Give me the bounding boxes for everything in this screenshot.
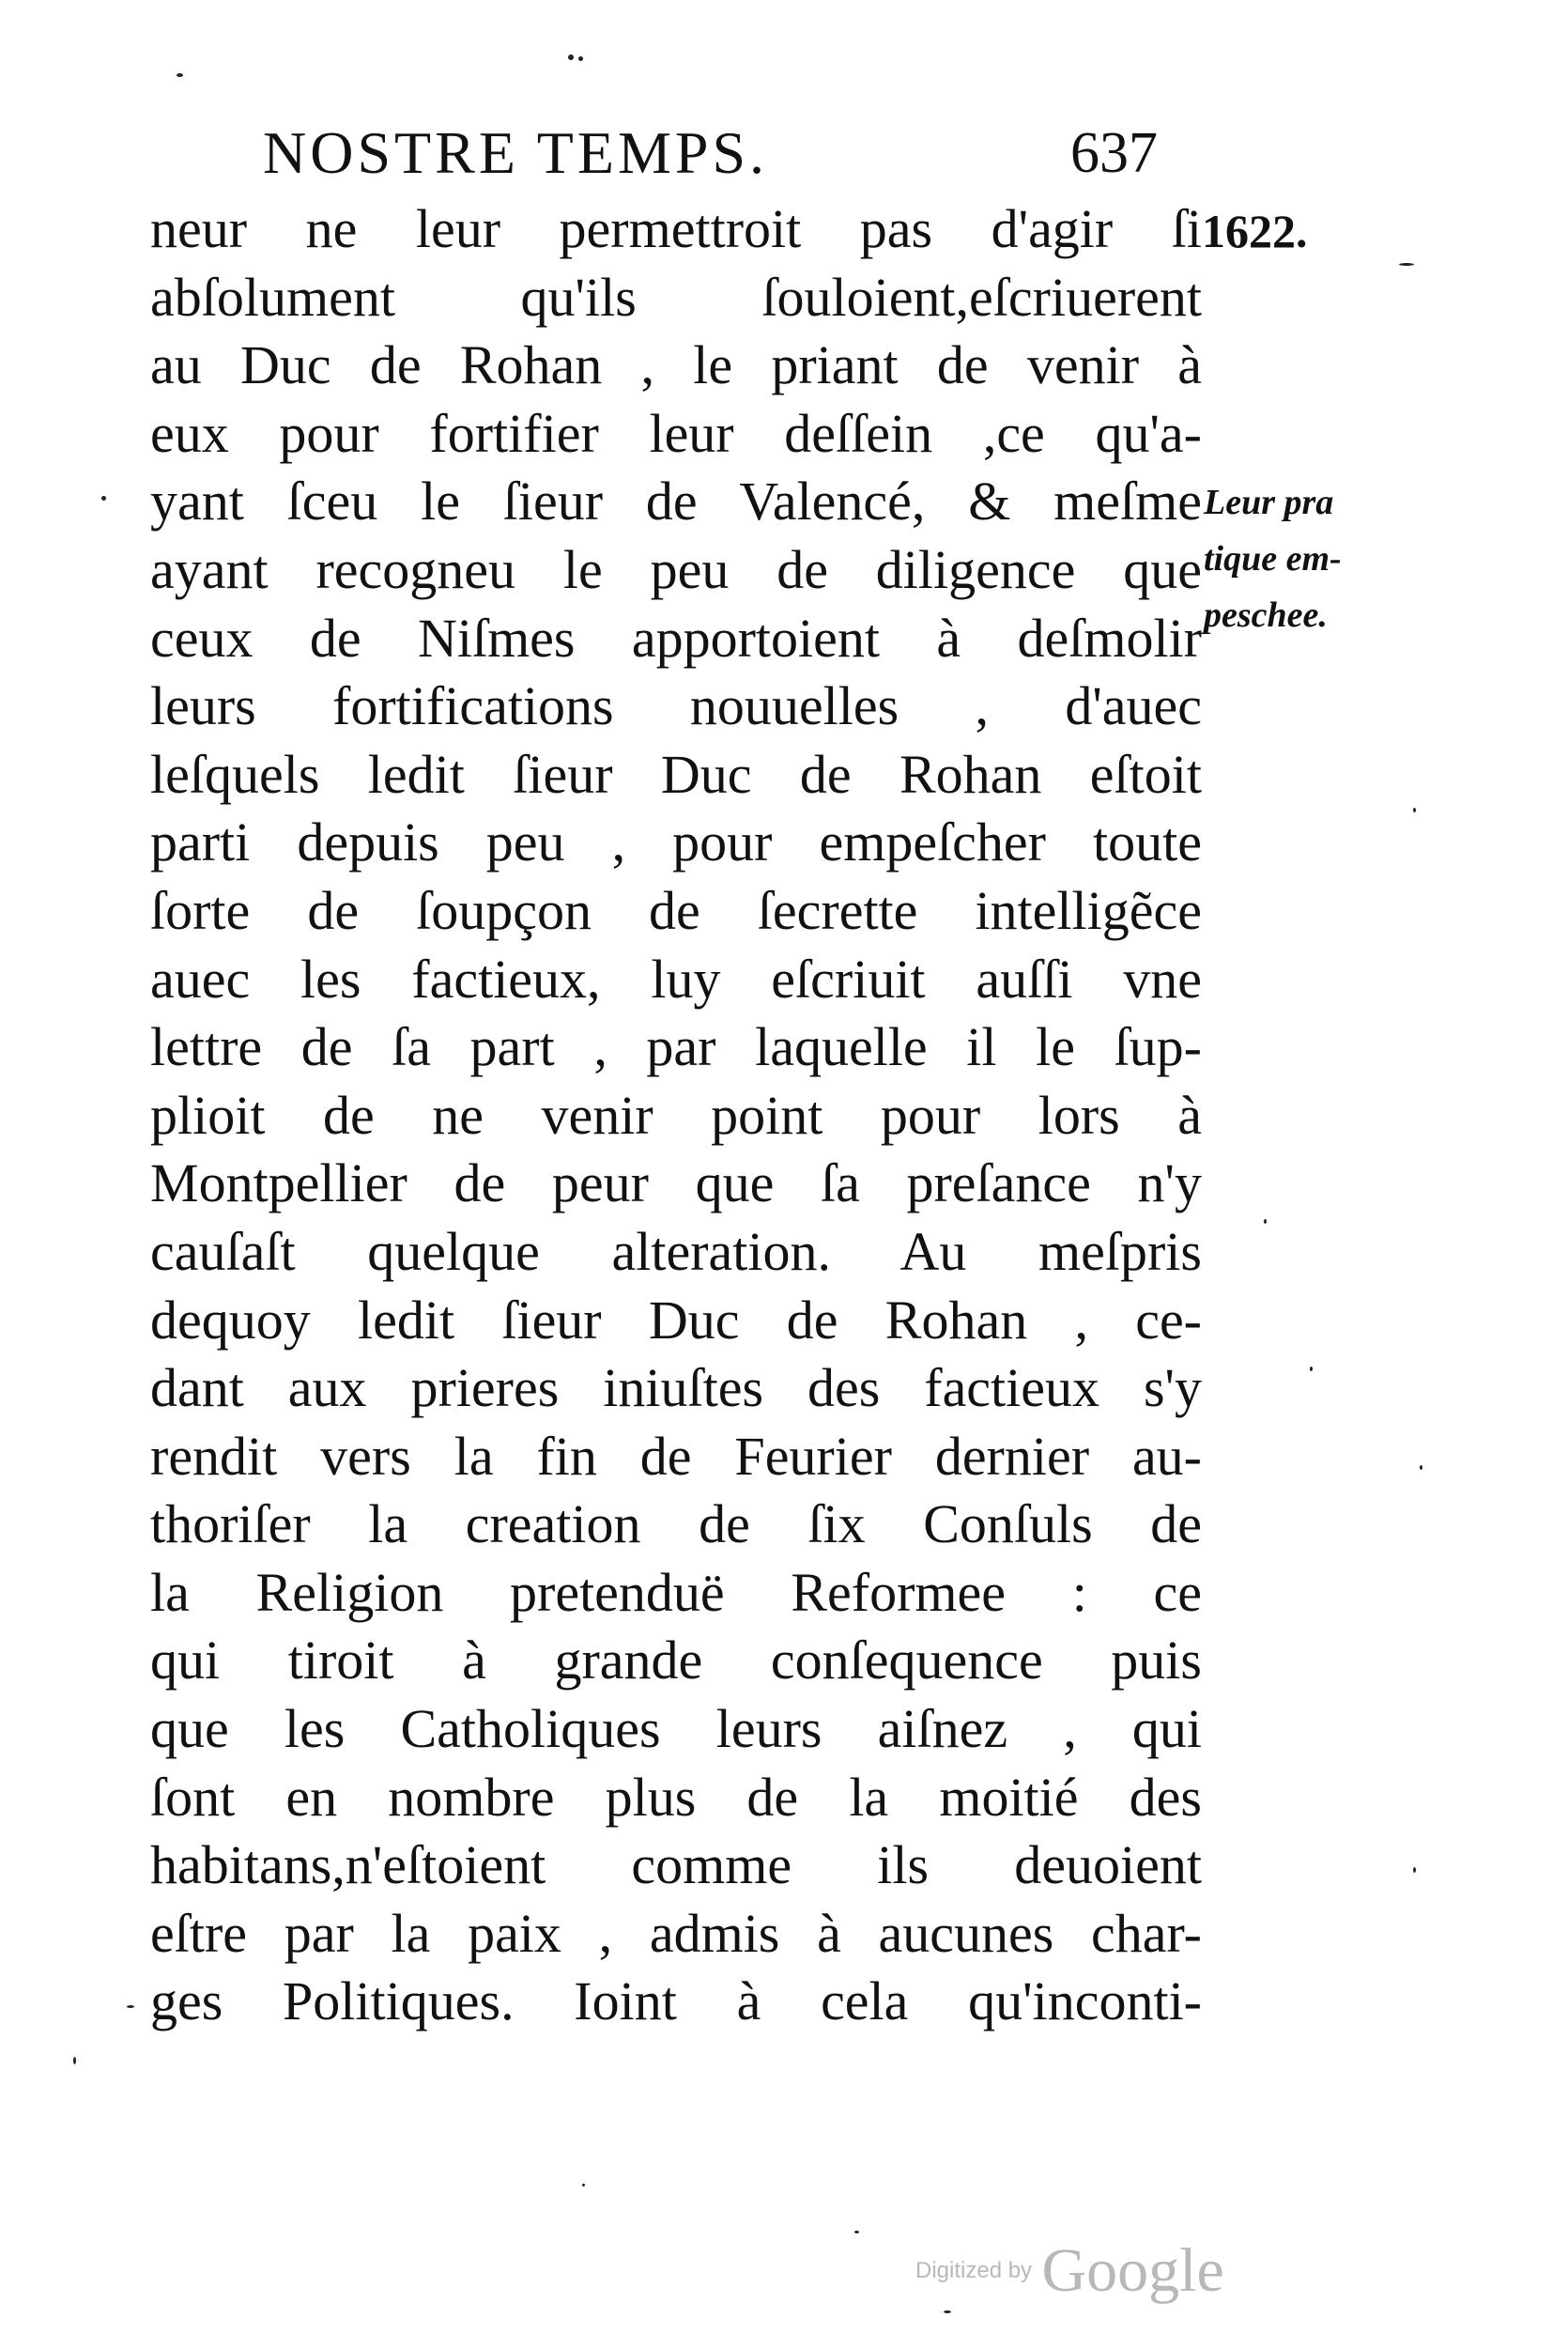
scan-speck — [1399, 263, 1414, 266]
text-line: lettre de ſa part , par laquelle il le ſup- — [150, 1016, 1202, 1078]
digitized-by-google-watermark — [915, 2235, 1224, 2307]
watermark-prefix: Digitized by — [915, 2258, 1033, 2283]
text-line: plioit de ne venir point pour lors à — [150, 1084, 1202, 1146]
scan-speck — [1310, 1367, 1313, 1371]
text-line: dant aux prieres iniuſtes des factieux s'y — [150, 1357, 1202, 1419]
text-line: ſont en nombre plus de la moitié des — [150, 1766, 1202, 1828]
scan-speck — [578, 56, 583, 61]
margin-note-line: Leur pra — [1204, 483, 1334, 522]
text-line: auec les factieux, luy eſcriuit auſſi vne — [150, 948, 1202, 1010]
text-line: leſquels ledit ſieur Duc de Rohan eſtoit — [150, 743, 1202, 805]
text-line: abſolument qu'ils ſouloient,eſcriuerent — [150, 266, 1202, 328]
text-line: eux pour fortifier leur deſſein ,ce qu'a- — [150, 402, 1202, 464]
scan-speck — [1413, 1867, 1416, 1873]
google-logo: Google — [1041, 2236, 1224, 2305]
text-line: la Religion pretenduë Reformee : ce — [150, 1561, 1202, 1623]
text-line: au Duc de Rohan , le priant de venir à — [150, 334, 1202, 396]
text-line: Montpellier de peur que ſa preſance n'y — [150, 1152, 1202, 1214]
margin-note-line: tique em- — [1204, 539, 1342, 579]
scan-speck — [568, 54, 574, 60]
margin-year: 1622. — [1202, 205, 1308, 257]
text-line: eſtre par la paix , admis à aucunes char- — [150, 1902, 1202, 1964]
scan-speck — [1420, 1465, 1422, 1470]
text-line: qui tiroit à grande conſequence puis — [150, 1630, 1202, 1691]
margin-note-line: peschee. — [1204, 595, 1328, 635]
text-line: yant ſceu le ſieur de Valencé, & meſme — [150, 471, 1202, 533]
text-line: parti depuis peu , pour empeſcher toute — [150, 811, 1202, 873]
text-line: ayant recogneu le peu de diligence que — [150, 538, 1202, 600]
scan-speck — [1413, 808, 1416, 812]
text-line: ſorte de ſoupçon de ſecrette intelligẽce — [150, 879, 1202, 941]
text-line: habitans,n'eſtoient comme ils deuoient — [150, 1834, 1202, 1896]
text-line: thoriſer la creation de ſix Conſuls de — [150, 1493, 1202, 1555]
scan-speck — [73, 2057, 76, 2064]
scan-speck — [854, 2231, 859, 2233]
text-line: dequoy ledit ſieur Duc de Rohan , ce- — [150, 1289, 1202, 1351]
text-line: ceux de Niſmes apportoient à deſmolir — [150, 607, 1202, 669]
text-line: rendit vers la fin de Feurier dernier au- — [150, 1425, 1202, 1487]
text-line: que les Catholiques leurs aiſnez , qui — [150, 1698, 1202, 1760]
body-text — [150, 195, 1202, 2036]
scan-speck — [582, 2184, 585, 2186]
page-number: 637 — [1070, 121, 1158, 185]
text-line: leurs fortifications nouuelles , d'auec — [150, 675, 1202, 737]
scan-speck — [127, 2005, 134, 2008]
scan-speck — [1264, 1219, 1267, 1224]
scan-speck — [177, 73, 183, 77]
text-line: cauſaſt quelque alteration. Au meſpris — [150, 1220, 1202, 1282]
scan-speck — [101, 496, 106, 501]
text-line: ges Politiques. Ioint à cela qu'inconti- — [150, 1970, 1202, 2032]
scan-speck — [944, 2310, 951, 2313]
running-head — [263, 111, 1183, 195]
text-line: neur ne leur permettroit pas d'agir ſi — [150, 198, 1202, 259]
running-title: NOSTRE TEMPS. — [263, 119, 769, 186]
margin-note — [1204, 474, 1363, 643]
